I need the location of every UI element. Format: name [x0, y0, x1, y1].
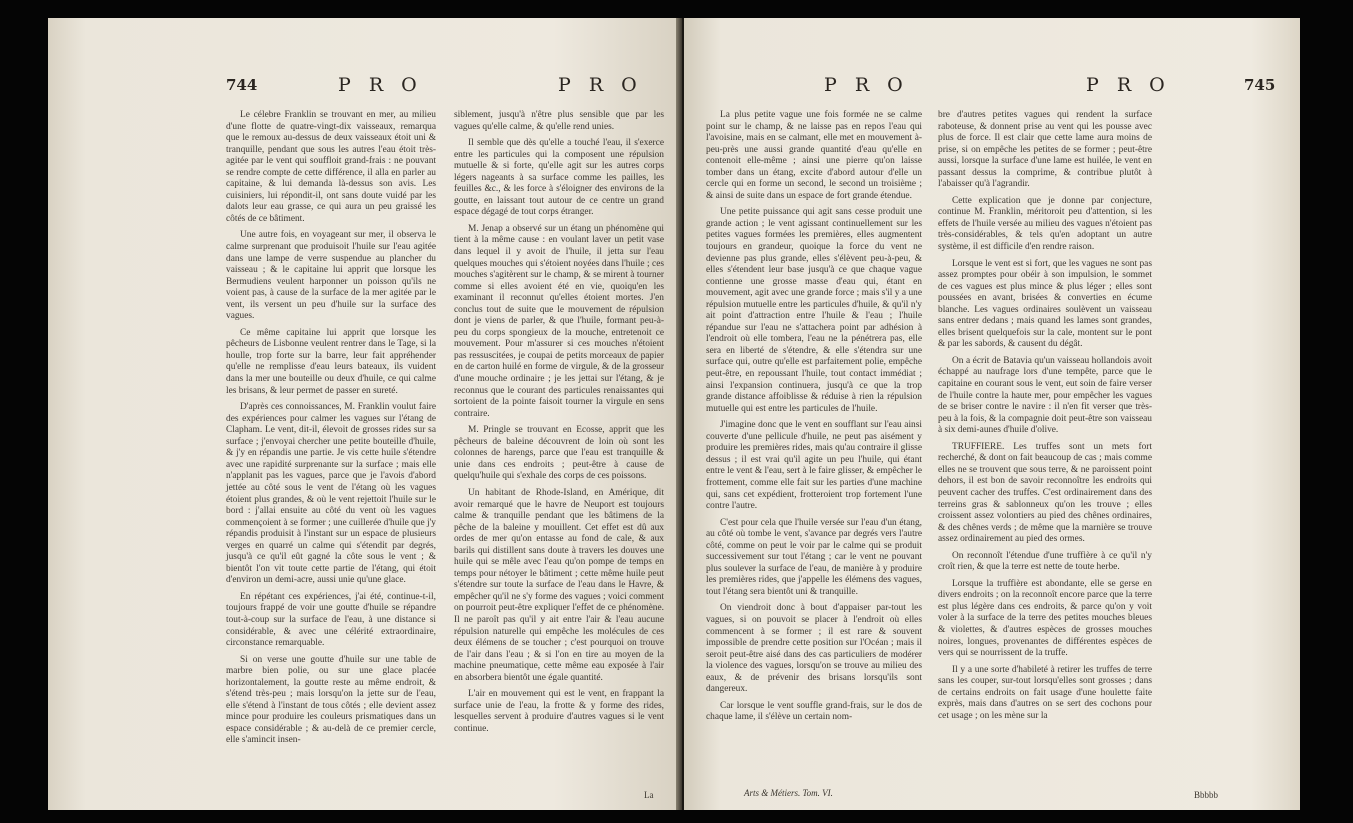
running-head-right-col2: P R O [1086, 74, 1171, 96]
paragraph: D'après ces connoissances, M. Franklin voulut faire des expériences pour calmer les vagues sur l'étang de Clapham. Le vent, dit-il, élevoit de grosses rides sur sa surface ; j'envoyai chercher une petite bouteille d'huile, & j'y en répandis une partie. Je vis cette huile s'étendre avec une rapidité surprenante sur la surface ; mais elle n'applanit pas les vagues, parce que je l'avois d'abord jettée au côté sous le vent de l'étang où les vagues étoient plus grandes, & où le vent rejettoit l'huile sur le bord : j'allai ensuite au côté du vent où les vagues commençoient à se former ; une cuillerée d'huile que j'y répandis produisit à l'instant sur un espace de plusieurs verges en quarré un calme qui s'étendit par degrés, jusqu'à ce qu'il eût gagné la côte sous le vent ; & bientôt l'on vit toute cette partie de l'étang, qui étoit d'environ un demi-acre, aussi unie qu'une glace. [226, 402, 436, 586]
page-number-left: 744 [226, 76, 258, 94]
running-head-left-col2: P R O [558, 74, 643, 96]
paragraph: Lorsque la truffière est abondante, elle se gerse en divers endroits ; on la reconnoît encore parce que la terre est plus légère dans ces endroits, & parce qu'on y voit voler à la surface de la terre des petites mouches bleues & violettes, & d'autres espèces de grosses mouches noires, longues, provenantes de différentes espèces de vers qui se nourrissent de la truffe. [938, 578, 1152, 659]
running-head-left-col1: P R O [338, 74, 423, 96]
right-page-column-1 [706, 110, 922, 729]
right-header [684, 74, 1300, 96]
paragraph: En répétant ces expériences, j'ai été, continue-t-il, toujours frappé de voir une goutte d'huile se répandre tout-à-coup sur la surface de l'eau, à une distance si considérable, & avec une célérité extraordinaire, circonstance remarquable. [226, 591, 436, 649]
paragraph: Lorsque le vent est si fort, que les vagues ne sont pas assez promptes pour obéir à son impulsion, le sommet de ces vagues est plus mince & plus léger ; elles sont poussées en avant, brisées & converties en écume blanche. Les vagues ordinaires soulèvent un vaisseau sans entrer dedans ; mais quand les lames sont grandes, elles brisent quelquefois sur la cale, montent sur le pont & par les sabords, & causent du dégât. [938, 258, 1152, 350]
paragraph: M. Jenap a observé sur un étang un phénomène qui tient à la même cause : en voulant laver un petit vase dans lequel il y avoit de l'huile, il jetta sur l'eau quelques mouches qui s'étoient noyées dans l'huile ; ces mouches s'agitèrent sur le champ, & se mirent à tourner comme si elles avoient été en vie, quoiqu'en les examinant il reconnut qu'elles étoient mortes. J'en conclus tout de suite que le mouvement de répulsion dont je viens de parler, & que l'huile, formant peu-à-peu du corps spongieux de la mouche, entretenoit ce mouvement. Pour m'assurer si ces mouches n'étoient pas ressuscitées, je coupai de petits morceaux de papier en de carton huilé en forme de virgule, & de la grosseur d'une mouche ordinaire ; je les jettai sur l'étang, & je reconnus que le courant des particules renaissantes qui sortoient de la pointe faisoit tourner la virgule en sens contraire. [454, 223, 664, 419]
right-page [684, 18, 1300, 810]
paragraph: Cette explication que je donne par conjecture, continue M. Franklin, méritoroit peu d'attention, si les effets de l'huile versée au milieu des vagues n'étoient pas très-considérables, & tels qu'en adoptant un autre système, il est difficile d'en rendre raison. [938, 195, 1152, 253]
paragraph: Une autre fois, en voyageant sur mer, il observa le calme surprenant que produisoit l'huile sur l'eau agitée dans une lampe de verre suspendue au plancher du vaisseau ; & le capitaine lui apprit que lorsque les Bermudiens veulent harponner un poisson qu'ils ne voient pas, à cause de la surface de la mer agitée par le vent, ils versent un peu d'huile sur la surface des vagues. [226, 230, 436, 322]
paragraph: On viendroit donc à bout d'appaiser par-tout les vagues, si on pouvoit se placer à l'endroit où elles commencent à se former ; il est rare & souvent impossible de prendre cette position sur l'Océan ; mais il seroit peut-être aisé dans des cas particuliers de modérer la violence des vagues, lorsqu'on se trouve au milieu des eaux, & de prévenir des brisans lorsqu'ils sont dangereux. [706, 603, 922, 695]
paragraph: Si on verse une goutte d'huile sur une table de marbre bien polie, ou sur une glace placée horizontalement, la goutte reste au même endroit, & s'étend très-peu ; mais lorsqu'on la jette sur de l'eau, elle s'étend à l'instant de tous côtés ; elle devient assez mince pour produire les couleurs prismatiques dans un espace considérable ; & au-delà de ce premier cercle, elle s'amincit insen- [226, 654, 436, 746]
paragraph: On a écrit de Batavia qu'un vaisseau hollandois avoit échappé au naufrage lors d'une tempête, parce que le capitaine en courant sous le vent, eut soin de faire verser de l'huile contre la haute mer, pour empêcher les vagues de se briser contre le navire : il n'en fit verser que très-peu à la fois, & la compagnie doit peut-être son vaisseau à six demi-aunes d'huile d'olive. [938, 355, 1152, 436]
left-header [48, 74, 680, 96]
left-page-column-2 [454, 110, 664, 740]
paragraph: Le célebre Franklin se trouvant en mer, au milieu d'une flotte de quatre-vingt-dix vaisseaux, remarqua que le remoux au-dessus de deux vaisseaux étoit uni & tranquille, pendant que sous les autres l'eau étoit très-agitée par le vent qui souffloit grand-frais : ne pouvant se rendre compte de cette différence, il alla en parler au capitaine, & lui demanda là-dessus son avis. Les cuisiniers, lui répondit-il, ont sans doute vuidé par les dalots leur eau grasse, ce qui aura un peu graissé les côtés de ce bâtiment. [226, 110, 436, 224]
paragraph: Un habitant de Rhode-Island, en Amérique, dit avoir remarqué que le havre de Neuport est toujours calme & tranquille pendant que les bâtimens de la pêche de la baleine y mouillent. Cet effet est dû aux ordes de mer qu'on entasse au fond de cale, & aux barils qui distillent sans doute à travers les douves une huile qui se mêle avec l'eau qu'on pompe de temps en temps pour nétoyer le bâtiment ; cette même huile peut s'étendre sur toute la surface de l'eau dans le Havre, & empêcher qu'il ne s'y forme des vagues ; voici comment on pourroit peut-être expliquer l'effet de ce phénomène. Il ne paroît pas qu'il y ait entre l'air & l'eau aucune répulsion naturelle qui empêche les molécules de ces deux élémens de se toucher ; c'est pourquoi on trouve de l'air dans l'eau ; & si l'on en tire au moyen de la machine pneumatique, cette même eau exposée à l'air en absorbera bientôt une égale quantité. [454, 487, 664, 683]
left-page-column-1 [226, 110, 436, 752]
open-book [48, 18, 1300, 810]
paragraph: L'air en mouvement qui est le vent, en frappant la surface unie de l'eau, la frotte & y forme des rides, lesquelles servent à produire d'autres vagues si le vent continue. [454, 689, 664, 734]
paragraph: Ce même capitaine lui apprit que lorsque les pêcheurs de Lisbonne veulent rentrer dans le Tage, si la houlle, trop forte sur la barre, leur fait appréhender qu'elle ne remplisse d'eau leurs bateaux, ils vuident dans la mer une bouteille ou deux d'huile, ce qui calme les brisans, & leur permet de passer en sureté. [226, 327, 436, 396]
right-page-column-2 [938, 110, 1152, 727]
catchword: La [644, 790, 654, 800]
paragraph: siblement, jusqu'à n'être plus sensible que par les vagues qu'elle calme, & qu'elle rend unies. [454, 110, 664, 132]
paragraph: TRUFFIERE. Les truffes sont un mets fort recherché, & dont on fait beaucoup de cas ; mais comme elles ne se trouvent que sous terre, & ne paroissent point dehors, il est bon de savoir reconnoître les endroits qui peuvent cacher des truffes. C'est ordinairement dans des terreins gras & sablonneux qu'on les trouve ; elles croissent assez volontiers au pied des chênes ordinaires, & des chênes verds ; de même que la marnière se trouve assez ordinairement au pied des ormes. [938, 441, 1152, 545]
paragraph: On reconnoît l'étendue d'une truffière à ce qu'il n'y croît rien, & que la terre est nette de toute herbe. [938, 550, 1152, 573]
page-number-right: 745 [1244, 76, 1276, 94]
signature-mark: Bbbbb [1194, 790, 1219, 800]
paragraph: C'est pour cela que l'huile versée sur l'eau d'un étang, au côté où tombe le vent, s'avance par degrés vers l'autre côté, comme on peut le voir par le calme qui se produit successivement sur tout l'étang ; car le vent ne pouvant plus soulever la surface de l'eau, de manière à y produire les premières rides, que j'appelle les élémens des vagues, tout l'étang sera bientôt uni & tranquille. [706, 517, 922, 597]
paragraph: Il semble que dès qu'elle a touché l'eau, il s'exerce entre les particules qui la composent une répulsion mutuelle & si forte, qu'elle agit sur les autres corps légers nageants à sa surface comme les pailles, les feuilles &c., & les force à s'éloigner des environs de la goutte, en laissant tout autour de ce centre un grand espace dégagé de tout corps étranger. [454, 138, 664, 218]
paragraph: bre d'autres petites vagues qui rendent la surface raboteuse, & donnent prise au vent qui les pousse avec plus de force. Il est clair que cette lame aura moins de prise, si on empêche les petites de se former ; peut-être aussi, lorsque la surface d'une lame est huilée, le vent en passant dessus la comprime, & contribue plutôt à l'abaisser qu'à l'agrandir. [938, 110, 1152, 190]
volume-signature: Arts & Métiers. Tom. VI. [744, 788, 833, 798]
paragraph: J'imagine donc que le vent en soufflant sur l'eau ainsi couverte d'une pellicule d'huile, ne peut pas aisément y produire les premières rides, mais qu'au contraire il glisse dessus ; il est vrai qu'il agite un peu l'huile, qui étant entre le vent & l'eau, sert à le faire glisser, & empêcher le frottement, comme elle fait sur les parties d'une machine qui, sans cet expédient, frotteroient trop fortement l'une contre l'autre. [706, 420, 922, 512]
paragraph: La plus petite vague une fois formée ne se calme point sur le champ, & ne laisse pas en repos l'eau qui l'avoisine, mais en se calmant, elle met en mouvement à-peu-près une aussi grande quantité d'eau qu'elle en contenoit elle-même ; ainsi une pierre qu'on laisse tomber dans un étang, excite d'abord autour d'elle un cercle qui en forme un second, le second un troisième ; & ainsi de suite dans un espace de fort grande étendue. [706, 110, 922, 201]
running-head-right-col1: P R O [824, 74, 909, 96]
paragraph: Une petite puissance qui agit sans cesse produit une grande action ; le vent agissant continuellement sur les petites vagues formées les premières, elles augmentent toujours en grandeur, quoique la force du vent ne devienne pas plus grande, elles s'élèvent peu-à-peu, & elles s'étendent leur base jusqu'à ce que chaque vague contienne une grosse masse d'eau qui, étant en mouvement, agit avec une grande force ; mais s'il y a une répulsion mutuelle entre les particules d'huile, & qu'il n'y ait point d'attraction entre l'huile & l'eau ; l'huile répandue sur l'eau ne s'attachera point par adhésion à l'endroit où elle tombera, l'eau ne la pénétrera pas, elle sera en liberté de s'étendre, & elle s'étendra sur une surface qui, outre qu'elle est parfaitement polie, empêche peut-être, en repoussant l'huile, tout contact immédiat ; ainsi l'expansion continuera, jusqu'à ce que la trop grande distance affoiblisse & réduise à rien la répulsion mutuelle qui est entre les particules de l'huile. [706, 207, 922, 414]
paragraph: Car lorsque le vent souffle grand-frais, sur le dos de chaque lame, il s'élève un certain nom- [706, 700, 922, 723]
paragraph: M. Pringle se trouvant en Ecosse, apprit que les pêcheurs de baleine découvrent de loin où sont les colonnes de harengs, parce que l'eau est tranquille & unie dans ces endroits ; peut-être à cause de quelqu'huile qui s'exhale des corps de ces poissons. [454, 425, 664, 482]
paragraph: Il y a une sorte d'habileté à retirer les truffes de terre sans les couper, sur-tout lorsqu'elles sont grosses ; dans de certains endroits on fait usage d'une houlette faite exprès, mais dans d'autres on se sert des cochons pour cet usage ; on les mène sur la [938, 664, 1152, 721]
left-page [48, 18, 680, 810]
